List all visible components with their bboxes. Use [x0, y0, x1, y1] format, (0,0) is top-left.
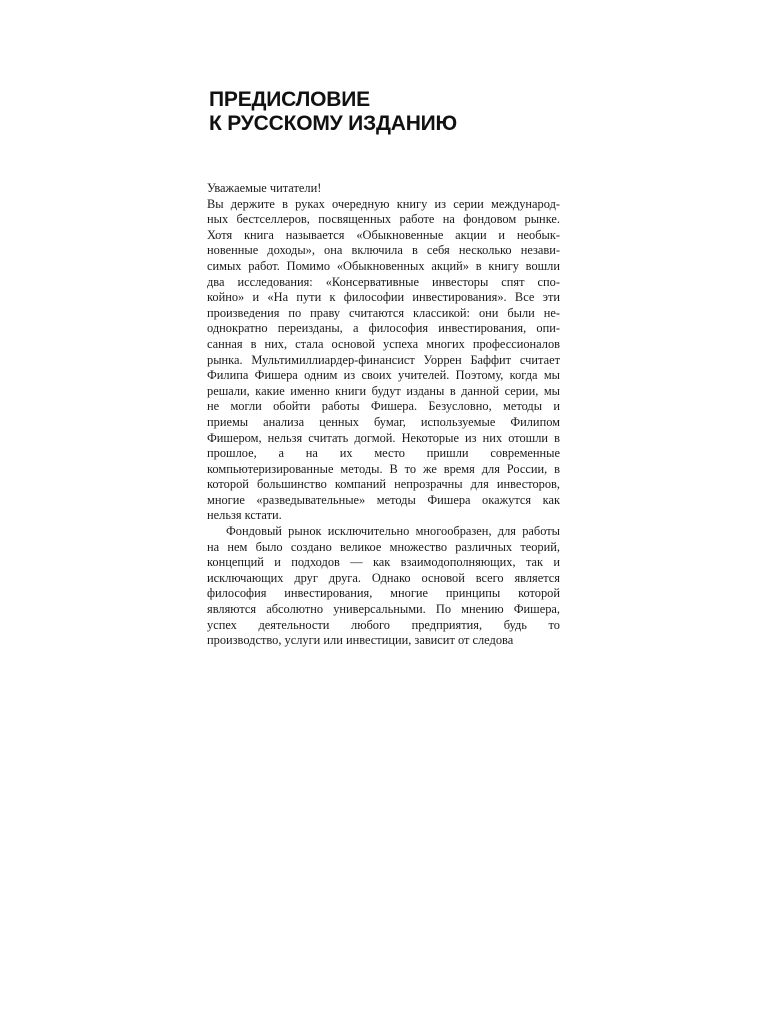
text-line: компьютеризированные методы. В то же время для России, в [207, 461, 560, 476]
text-line: прошлое, а на их место пришли современные [207, 446, 560, 461]
text-line: производство, услуги или инвестиции, зависит от следова [207, 633, 514, 648]
text-line: ных бестселлеров, посвященных работе на фондовом рынке. [207, 212, 560, 227]
text-line: Филипа Фишера одним из своих учителей. Поэтому, когда мы [207, 368, 560, 383]
text-line: нельзя кстати. [207, 508, 282, 523]
text-line: концепций и подходов — как взаимодополняющих, так и [207, 555, 560, 570]
page-title [209, 88, 569, 136]
text-line: Уважаемые читатели! [207, 181, 322, 195]
text-line: произведения по праву считаются классикой: они были не- [207, 305, 560, 320]
text-line: решали, какие именно книги будут изданы в данной серии, мы [207, 383, 560, 398]
text-line: исключающих друг друга. Однако основой всего является [207, 570, 560, 585]
text-line: два исследования: «Консервативные инвесторы спят спо- [207, 274, 560, 289]
text-line: новенные доходы», она включила в себя несколько незави- [207, 243, 560, 258]
text-line: успех деятельности любого предприятия, будь то [207, 617, 560, 632]
text-line: рынка. Мультимиллиардер-финансист Уоррен Баффит считает [207, 352, 560, 367]
text-line: Фишером, нельзя считать догмой. Некоторые из них отошли в [207, 430, 560, 445]
text-line: многие «разведывательные» методы Фишера окажутся как [207, 492, 560, 507]
text-line: на нем было создано великое множество различных теорий, [207, 539, 560, 554]
text-line: санная в них, стала основой успеха многих профессионалов [207, 336, 560, 351]
text-line: однократно переизданы, а философия инвестирования, опи- [207, 321, 560, 336]
text-line: симых работ. Помимо «Обыкновенных акций» в книгу вошли [207, 258, 560, 273]
title-line-2: К РУССКОМУ ИЗДАНИЮ [209, 112, 458, 135]
text-line: Хотя книга называется «Обыкновенные акции и необык- [207, 227, 560, 242]
body-text [207, 181, 560, 649]
text-line: койно» и «На пути к философии инвестирования». Все эти [207, 290, 560, 305]
text-line: Фондовый рынок исключительно многообразен, для работы [226, 524, 560, 539]
title-line-1: ПРЕДИСЛОВИЕ [209, 88, 370, 111]
text-line: которой большинство компаний непрозрачны для инвесторов, [207, 477, 560, 492]
text-line: являются абсолютно универсальными. По мнению Фишера, [207, 602, 560, 617]
text-line: Вы держите в руках очередную книгу из серии международ- [207, 196, 560, 211]
text-line: философия инвестирования, многие принципы которой [207, 586, 560, 601]
text-line: приемы анализа ценных бумаг, используемые Филипом [207, 414, 560, 429]
text-line: не могли обойти работы Фишера. Безусловно, методы и [207, 399, 560, 414]
